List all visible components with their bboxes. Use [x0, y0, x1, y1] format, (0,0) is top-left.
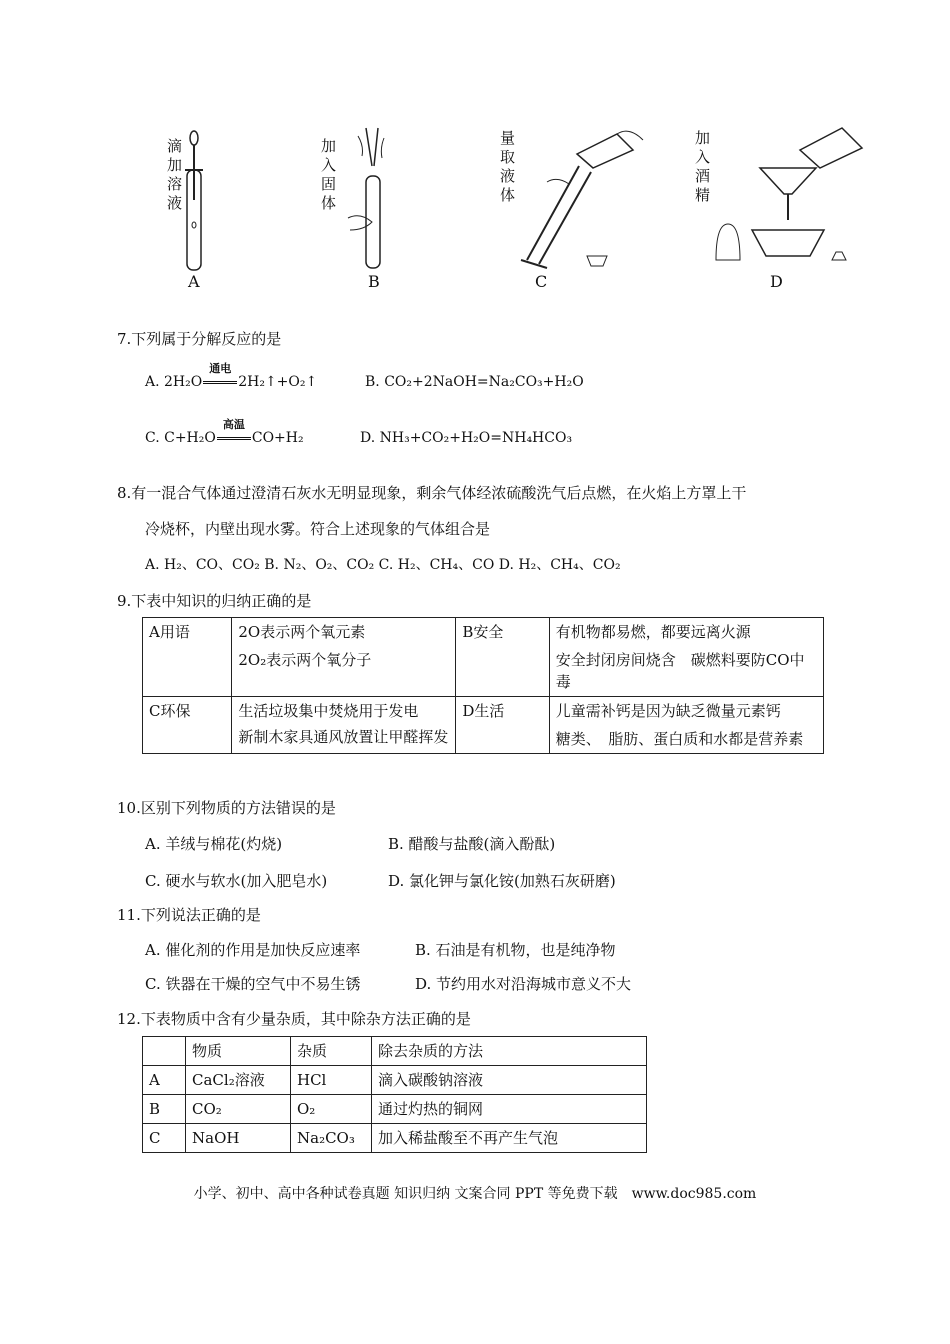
q10-option-d: D. 氯化钾与氯化铵(加熟石灰研磨) [388, 872, 616, 890]
figure-d-caption: D [770, 272, 783, 291]
q11-stem: 11.下列说法正确的是 [117, 906, 261, 924]
dropper-tube-icon [182, 130, 222, 280]
q11-option-c: C. 铁器在干燥的空气中不易生锈 [145, 975, 361, 993]
table-header-row: 物质 杂质 除去杂质的方法 [143, 1037, 647, 1066]
q9-cell: 有机物都易燃，都要远离火源 安全封闭房间烧含 碳燃料要防CO中毒 [549, 618, 823, 697]
q10-stem: 10.区别下列物质的方法错误的是 [117, 799, 336, 817]
q9-cell: 生活垃圾集中焚烧用于发电 新制木家具通风放置让甲醛挥发 [232, 697, 456, 754]
q11-option-a: A. 催化剂的作用是加快反应速率 [145, 941, 361, 959]
q7-option-a: A. 2H₂O 通电 2H₂↑+O₂↑ [145, 362, 318, 390]
q10-option-b: B. 醋酸与盐酸(滴入酚酞) [388, 835, 556, 853]
q10-option-a: A. 羊绒与棉花(灼烧) [145, 835, 283, 853]
q12-stem: 12.下表物质中含有少量杂质，其中除杂方法正确的是 [117, 1010, 471, 1028]
q7-option-b: B. CO₂+2NaOH=Na₂CO₃+H₂O [365, 374, 584, 390]
q12-table [142, 1036, 647, 1153]
table-row: B CO₂ O₂ 通过灼热的铜网 [143, 1095, 647, 1124]
q9-key-c: C环保 [143, 697, 232, 754]
q8-stem-line2: 冷烧杯，内壁出现水雾。符合上述现象的气体组合是 [145, 520, 491, 538]
figure-b-caption: B [368, 272, 380, 291]
figure-a [160, 120, 220, 295]
table-row: A CaCl₂溶液 HCl 滴入碳酸钠溶液 [143, 1066, 647, 1095]
q9-key-d: D生活 [456, 697, 549, 754]
q7-option-c: C. C+H₂O 高温 CO+H₂ [145, 418, 304, 446]
table-row: C NaOH Na₂CO₃ 加入稀盐酸至不再产生气泡 [143, 1124, 647, 1153]
q9-table [142, 617, 824, 754]
q8-stem-line1: 8.有一混合气体通过澄清石灰水无明显现象，剩余气体经浓硫酸洗气后点燃，在火焰上方罩上干 [117, 484, 747, 502]
figure-c-caption: C [535, 272, 548, 291]
q9-cell: 2O表示两个氧元素 2O₂表示两个氧分子 [232, 618, 456, 697]
q9-key-b: B安全 [456, 618, 549, 697]
q7-c-condition: 高温 [222, 418, 245, 431]
q11-option-d: D. 节约用水对沿海城市意义不大 [415, 975, 632, 993]
q7-option-d: D. NH₃+CO₂+H₂O=NH₄HCO₃ [360, 430, 573, 446]
q7-stem: 7.下列属于分解反应的是 [117, 330, 282, 348]
figure-c-label: 量取液体 [498, 130, 516, 206]
q9-key-a: A用语 [143, 618, 232, 697]
table-row [143, 618, 824, 697]
figure-b-label: 加入固体 [319, 138, 337, 214]
q11-option-b: B. 石油是有机物，也是纯净物 [415, 941, 616, 959]
figure-c [495, 120, 645, 295]
q10-option-c: C. 硬水与软水(加入肥皂水) [145, 872, 328, 890]
figure-d [690, 120, 870, 295]
q8-options: A. H₂、CO、CO₂ B. N₂、O₂、CO₂ C. H₂、CH₄、CO D. H₂、CH₄、CO₂ [145, 557, 621, 573]
table-row [143, 697, 824, 754]
q9-cell: 儿童需补钙是因为缺乏微量元素钙 糖类、 脂肪、蛋白质和水都是营养素 [549, 697, 823, 754]
tweezers-tube-icon [344, 126, 404, 276]
q9-stem: 9.下表中知识的归纳正确的是 [117, 592, 312, 610]
figure-b [316, 120, 396, 295]
graduated-cylinder-icon [517, 120, 657, 270]
q7-a-condition: 通电 [209, 362, 232, 375]
figure-a-label: 滴加溶液 [165, 138, 183, 214]
figure-a-caption: A [188, 272, 200, 291]
figure-d-label: 加入酒精 [693, 130, 711, 206]
page-footer: 小学、初中、高中各种试卷真题 知识归纳 文案合同 PPT 等免费下载 www.doc985.com [193, 1186, 757, 1202]
alcohol-lamp-funnel-icon [712, 120, 872, 270]
